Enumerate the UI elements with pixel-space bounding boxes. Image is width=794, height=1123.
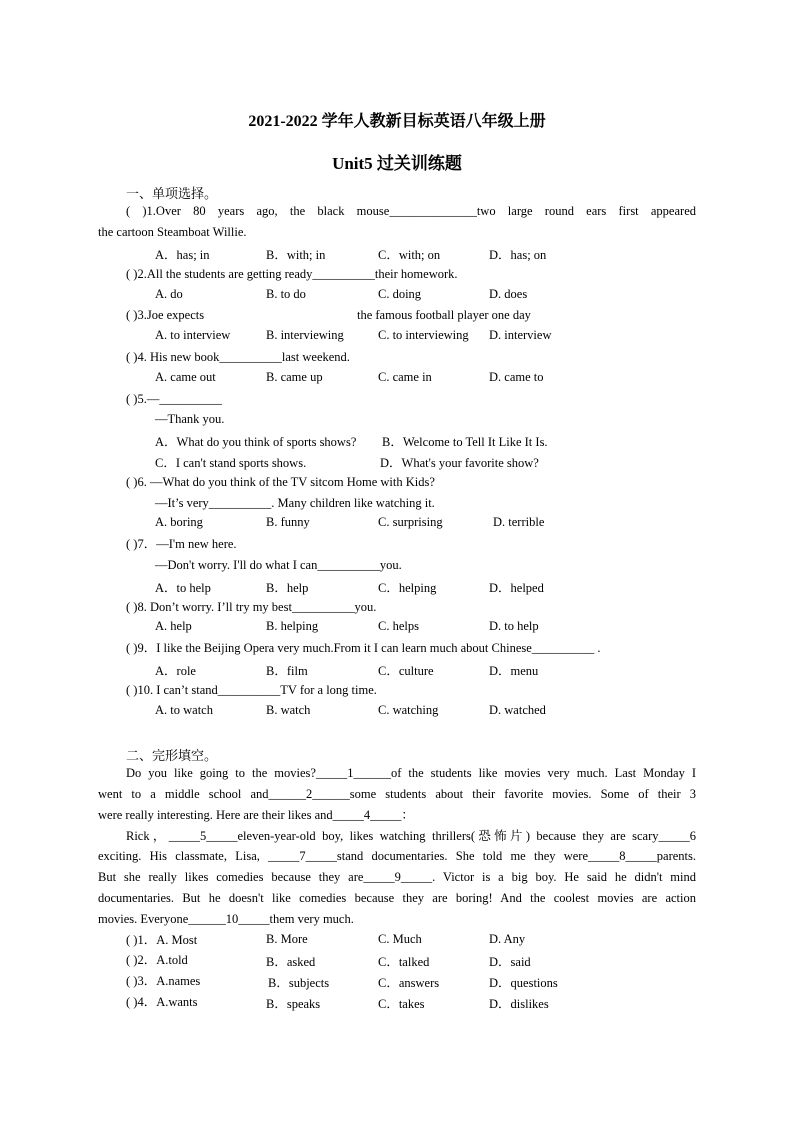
question-7-line-2: —Don't worry. I'll do what I can__________you. [155, 558, 402, 572]
question-5-line-2: —Thank you. [155, 412, 225, 426]
q4-option-c: C. came in [378, 370, 432, 384]
q4-option-a: A. came out [155, 370, 216, 384]
q5-option-b: B．Welcome to Tell It Like It Is. [382, 435, 548, 449]
q10-option-c: C. watching [378, 703, 439, 717]
q8-option-c: C. helps [378, 619, 419, 633]
cloze-q2-option-d: D．said [489, 955, 531, 969]
cloze-question-1: ( )1．A. Most [126, 933, 198, 947]
cloze-q3-option-b: B．subjects [268, 976, 330, 990]
q1-option-c: C．with; on [378, 248, 441, 262]
q5-option-d: D．What's your favorite show? [380, 456, 539, 470]
q10-option-a: A. to watch [155, 703, 213, 717]
cloze-paragraph-line-4: Rick，_____5_____eleven-year-old boy, likes watching thrillers(恐怖片) because they are scary_____6 [126, 829, 696, 843]
q5-option-a: A．What do you think of sports shows? [155, 435, 357, 449]
q6-option-d: D. terrible [493, 515, 545, 529]
cloze-question-4: ( )4．A.wants [126, 995, 198, 1009]
cloze-paragraph-line-7: documentaries. But he doesn't like comedies because they are boring! And the coolest movies are action [98, 891, 696, 905]
document-subtitle: Unit5 过关训练题 [332, 154, 462, 173]
q4-option-b: B. came up [266, 370, 323, 384]
cloze-q3-option-d: D．questions [489, 976, 558, 990]
cloze-q3-option-c: C．answers [378, 976, 440, 990]
section-2-heading: 二、完形填空。 [126, 748, 218, 763]
q4-option-d: D. came to [489, 370, 544, 384]
q3-option-d: D. interview [489, 328, 552, 342]
question-3-part-2: the famous football player one day [357, 308, 531, 322]
q8-option-d: D. to help [489, 619, 539, 633]
q6-option-c: C. surprising [378, 515, 443, 529]
q8-option-b: B. helping [266, 619, 319, 633]
question-5-line-1: ( )5.—__________ [126, 392, 222, 406]
q9-option-a: A．role [155, 664, 196, 678]
cloze-q1-option-c: C. Much [378, 932, 422, 946]
q5-option-c: C．I can't stand sports shows. [155, 456, 307, 470]
question-4: ( )4. His new book__________last weekend. [126, 350, 350, 364]
q1-option-d: D．has; on [489, 248, 547, 262]
question-1-line-2: the cartoon Steamboat Willie. [98, 225, 247, 239]
q3-option-c: C. to interviewing [378, 328, 469, 342]
q2-option-b: B. to do [266, 287, 306, 301]
q7-option-b: B．help [266, 581, 309, 595]
q6-option-a: A. boring [155, 515, 203, 529]
section-1-heading: 一、单项选择。 [126, 186, 218, 201]
q1-option-a: A．has; in [155, 248, 210, 262]
cloze-q4-option-b: B．speaks [266, 997, 321, 1011]
question-2: ( )2.All the students are getting ready__________their homework. [126, 267, 458, 281]
q2-option-d: D. does [489, 287, 528, 301]
cloze-paragraph-line-8: movies. Everyone______10_____them very much. [98, 912, 354, 926]
q6-option-b: B. funny [266, 515, 310, 529]
cloze-q4-option-c: C．takes [378, 997, 425, 1011]
question-3-part-1: ( )3.Joe expects [126, 308, 205, 322]
cloze-q1-option-b: B. More [266, 932, 308, 946]
cloze-paragraph-line-3: were really interesting. Here are their likes and_____4_____： [98, 808, 414, 822]
q8-option-a: A. help [155, 619, 192, 633]
document-title: 2021-2022 学年人教新目标英语八年级上册 [248, 113, 546, 130]
cloze-paragraph-line-5: exciting. His classmate, Lisa, _____7_____stand documentaries. She told me they were_____8_____parents. [98, 849, 696, 863]
q2-option-c: C. doing [378, 287, 422, 301]
cloze-paragraph-line-1: Do you like going to the movies?_____1______of the students like movies very much. Last Monday I [126, 766, 696, 780]
cloze-q1-option-d: D. Any [489, 932, 526, 946]
q10-option-d: D. watched [489, 703, 546, 717]
cloze-q2-option-c: C．talked [378, 955, 430, 969]
q3-option-a: A. to interview [155, 328, 231, 342]
question-6-line-2: —It’s very__________. Many children like watching it. [155, 496, 435, 510]
question-1-line-1: ( )1.Over 80 years ago, the black mouse______________two large round ears first appeared [126, 204, 696, 218]
question-10: ( )10. I can’t stand__________TV for a long time. [126, 683, 377, 697]
q1-option-b: B．with; in [266, 248, 326, 262]
question-9: ( )9．I like the Beijing Opera very much.From it I can learn much about Chinese__________ . [126, 641, 601, 655]
q2-option-a: A. do [155, 287, 183, 301]
cloze-question-2: ( )2．A.told [126, 953, 188, 967]
cloze-question-3: ( )3．A.names [126, 974, 201, 988]
cloze-q2-option-b: B．asked [266, 955, 316, 969]
question-7-line-1: ( )7．—I'm new here. [126, 537, 237, 551]
cloze-paragraph-line-2: went to a middle school and______2______some students about their favorite movies. Some of their 3 [98, 787, 696, 801]
q10-option-b: B. watch [266, 703, 311, 717]
question-8: ( )8. Don’t worry. I’ll try my best__________you. [126, 600, 377, 614]
q7-option-c: C．helping [378, 581, 437, 595]
question-6-line-1: ( )6. —What do you think of the TV sitcom Home with Kids? [126, 475, 435, 489]
cloze-paragraph-line-6: But she really likes comedies because they are_____9_____. Victor is a big boy. He said he didn't mind [98, 870, 696, 884]
q7-option-d: D．helped [489, 581, 544, 595]
q9-option-d: D．menu [489, 664, 539, 678]
q9-option-b: B．film [266, 664, 308, 678]
cloze-q4-option-d: D．dislikes [489, 997, 549, 1011]
q9-option-c: C．culture [378, 664, 434, 678]
q3-option-b: B. interviewing [266, 328, 344, 342]
q7-option-a: A．to help [155, 581, 211, 595]
